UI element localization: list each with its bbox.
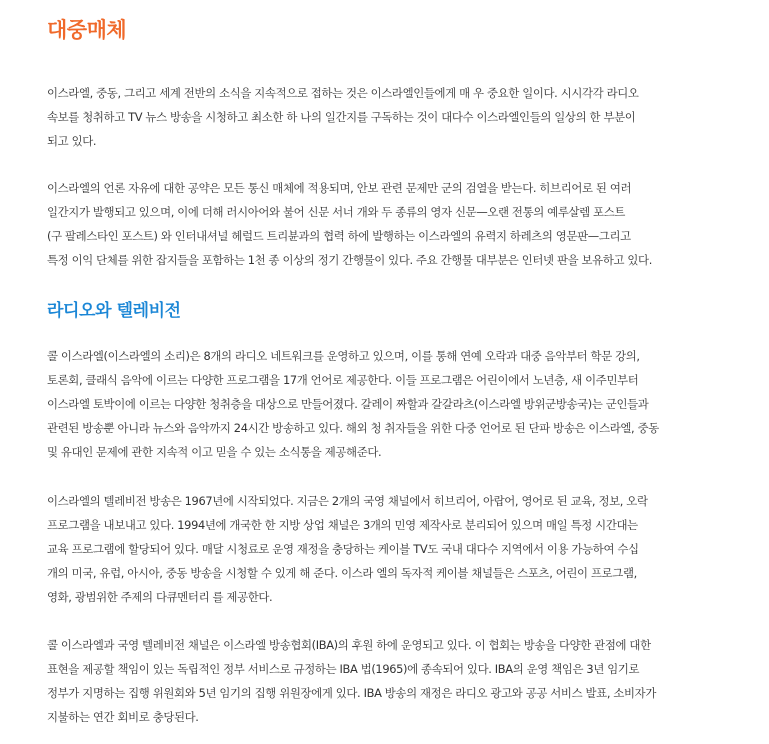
paragraph-kol-israel-radio: [47, 344, 659, 464]
text-line: 토론회, 클래식 음악에 이르는 다양한 프로그램을 17개 언어로 제공한다. 이들 프로그램은 어린이에서 노년층, 새 이주민부터: [47, 373, 639, 387]
text-line: 콜 이스라엘(이스라엘의 소리)은 8개의 라디오 네트워크를 운영하고 있으며, 이를 통해 연예 오락과 대중 음악부터 학문 강의,: [47, 349, 640, 363]
paragraph-iba: [47, 633, 656, 729]
text-line: 표현을 제공할 책임이 있는 독립적인 정부 서비스로 규정하는 IBA 법(1965)에 종속되어 있다. IBA의 운영 책임은 3년 임기로: [47, 662, 640, 676]
text-line: 속보를 청취하고 TV 뉴스 방송을 시청하고 최소한 하 나의 일간지를 구독하는 것이 대다수 이스라엘인들의 일상의 한 부분이: [47, 110, 636, 124]
section-title-mass-media: 대중매체: [47, 18, 127, 42]
text-line: 관련된 방송뿐 아니라 뉴스와 음악까지 24시간 방송하고 있다. 해외 청 취자들을 위한 다중 언어로 된 단파 방송은 이스라엘, 중동: [47, 421, 659, 435]
text-line: 이스라엘, 중동, 그리고 세계 전반의 소식을 지속적으로 접하는 것은 이스라엘인들에게 매 우 중요한 일이다. 시시각각 라디오: [47, 86, 639, 100]
text-line: 특정 이익 단체를 위한 잡지들을 포함하는 1천 종 이상의 정기 간행물이 있다. 주요 간행물 대부분은 인터넷 판을 보유하고 있다.: [47, 253, 652, 267]
text-line: (구 팔레스타인 포스트) 와 인터내셔널 헤럴드 트리뷴과의 협력 하에 발행하는 이스라엘의 유력지 하레츠의 영문판—그리고: [47, 229, 631, 243]
text-line: 및 유대인 문제에 관한 지속적 이고 믿을 수 있는 소식통을 제공해준다.: [47, 445, 382, 459]
paragraph-press-freedom: [47, 176, 652, 272]
text-line: 정부가 지명하는 집행 위원회와 5년 임기의 집행 위원장에게 있다. IBA 방송의 재정은 라디오 광고와 공공 서비스 발표, 소비자가: [47, 686, 656, 700]
text-line: 영화, 광범위한 주제의 다큐멘터리 를 제공한다.: [47, 590, 273, 604]
text-line: 이스라엘의 텔레비전 방송은 1967년에 시작되었다. 지금은 2개의 국영 채널에서 히브리어, 아랍어, 영어로 된 교육, 정보, 오락: [47, 494, 648, 508]
paragraph-television: [47, 489, 648, 609]
text-line: 콜 이스라엘과 국영 텔레비전 채널은 이스라엘 방송협회(IBA)의 후원 하에 운영되고 있다. 이 협회는 방송을 다양한 관점에 대한: [47, 638, 651, 652]
paragraph-news-consumption: [47, 81, 639, 153]
text-line: 지불하는 연간 회비로 충당된다.: [47, 710, 199, 724]
text-line: 되고 있다.: [47, 134, 97, 148]
text-line: 이스라엘 토박이에 이르는 다양한 청취층을 대상으로 만들어졌다. 갈레이 짜할과 갈갈라츠(이스라엘 방위군방송국)는 군인들과: [47, 397, 649, 411]
text-line: 이스라엘의 언론 자유에 대한 공약은 모든 통신 매체에 적용되며, 안보 관련 문제만 군의 검열을 받는다. 히브리어로 된 여러: [47, 181, 632, 195]
text-line: 프로그램을 내보내고 있다. 1994년에 개국한 한 지방 상업 채널은 3개의 민영 제작사로 분리되어 있으며 매일 특정 시간대는: [47, 518, 638, 532]
text-line: 일간지가 발행되고 있으며, 이에 더해 러시아어와 불어 신문 서너 개와 두 종류의 영자 신문—오랜 전통의 예루살렘 포스트: [47, 205, 626, 219]
section-title-radio-tv: 라디오와 텔레비전: [47, 301, 181, 321]
text-line: 개의 미국, 유럽, 아시아, 중동 방송을 시청할 수 있게 해 준다. 이스라 엘의 독자적 케이블 채널들은 스포츠, 어린이 프로그램,: [47, 566, 637, 580]
text-line: 교육 프로그램에 할당되어 있다. 매달 시청료로 운영 재정을 충당하는 케이블 TV도 국내 대다수 지역에서 이용 가능하여 수십: [47, 542, 639, 556]
